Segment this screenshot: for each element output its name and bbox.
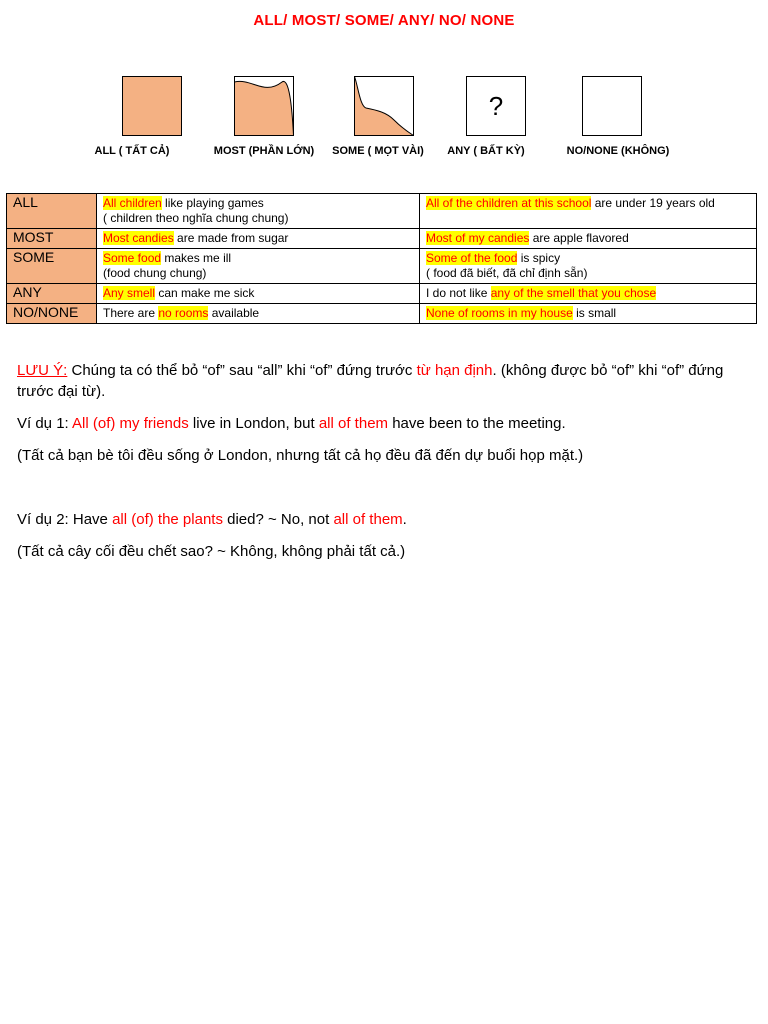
note-text: . (không được bỏ “of” khi “of” đứng trước đại từ). — [17, 362, 724, 400]
table-row — [7, 229, 757, 249]
none-box-label: NO/NONE (KHÔNG) — [566, 145, 670, 157]
example-label: Ví dụ 1: — [17, 415, 69, 432]
table-row — [7, 304, 757, 324]
all-box-label: ALL ( TẤT CẢ) — [94, 145, 170, 157]
example-text: makes me ill — [161, 251, 232, 265]
specific-example — [420, 229, 757, 249]
note-label: LƯU Ý: — [17, 362, 68, 379]
quantity-diagrams — [0, 76, 768, 166]
example-keyword: all of them — [333, 511, 403, 528]
page-title: ALL/ MOST/ SOME/ ANY/ NO/ NONE — [253, 12, 515, 29]
general-example — [97, 304, 420, 324]
row-key: SOME — [7, 249, 97, 284]
example-text: are apple flavored — [529, 231, 629, 245]
highlight: All children — [103, 196, 162, 210]
example-2-translation: (Tất cả cây cối đều chết sao? ~ Không, không phải tất cả.) — [17, 543, 406, 560]
example-text: like playing games — [161, 196, 264, 210]
highlight: Most of my candies — [426, 231, 530, 245]
note-paragraph — [17, 360, 749, 402]
highlight: None of rooms in my house — [426, 306, 573, 320]
example-note: ( food đã biết, đã chỉ định sẵn) — [426, 266, 588, 280]
example-note: (food chung chung) — [103, 266, 207, 280]
highlight: any of the smell that you chose — [490, 286, 657, 300]
row-key: MOST — [7, 229, 97, 249]
highlight: All of the children at this school — [426, 196, 592, 210]
example-keyword: All (of) my friends — [68, 415, 189, 432]
table-row — [7, 194, 757, 229]
example-text: Have — [68, 511, 113, 528]
example-text: available — [208, 306, 260, 320]
example-text: is spicy — [517, 251, 561, 265]
table-row — [7, 249, 757, 284]
example-text: died? ~ No, not — [222, 511, 334, 528]
general-example — [97, 194, 420, 229]
specific-example — [420, 304, 757, 324]
any-box-label: ANY ( BẤT KỲ) — [447, 145, 525, 157]
specific-example — [420, 194, 757, 229]
example-label: Ví dụ 2: — [17, 511, 69, 528]
example-text: is small — [572, 306, 617, 320]
general-example — [97, 249, 420, 284]
example-text: have been to the meeting. — [388, 415, 566, 432]
most-box-diagram — [234, 76, 294, 136]
example-text: . — [402, 511, 407, 528]
any-box-diagram — [466, 76, 526, 136]
example-text: are under 19 years old — [591, 196, 715, 210]
some-box-label: SOME ( MỌT VÀI) — [332, 145, 424, 157]
row-key: NO/NONE — [7, 304, 97, 324]
highlight: no rooms — [158, 306, 209, 320]
example-text: There are — [103, 306, 159, 320]
highlight: Any smell — [103, 286, 156, 300]
example-1 — [17, 413, 749, 434]
none-box-diagram — [582, 76, 642, 136]
highlight: Some food — [103, 251, 162, 265]
example-keyword: all of them — [318, 415, 389, 432]
highlight: Most candies — [103, 231, 174, 245]
note-text: Chúng ta có thể bỏ “of” sau “all” khi “of” đứng trước — [67, 362, 417, 379]
example-2 — [17, 509, 749, 530]
all-box-diagram — [122, 76, 182, 136]
example-text: are made from sugar — [173, 231, 289, 245]
example-note: ( children theo nghĩa chung chung) — [103, 211, 289, 225]
example-text: live in London, but — [188, 415, 319, 432]
notes-section — [17, 360, 749, 573]
highlight: Some of the food — [426, 251, 518, 265]
note-keyword: từ hạn định — [416, 362, 493, 379]
most-box-label: MOST (PHẦN LỚN) — [213, 145, 315, 157]
row-key: ALL — [7, 194, 97, 229]
example-text: can make me sick — [155, 286, 255, 300]
specific-example — [420, 249, 757, 284]
example-keyword: all (of) the plants — [112, 511, 223, 528]
general-example — [97, 229, 420, 249]
example-text: I do not like — [426, 286, 491, 300]
example-1-translation: (Tất cả bạn bè tôi đều sống ở London, nhưng tất cả họ đều đã đến dự buổi họp mặt.) — [17, 447, 584, 464]
specific-example — [420, 284, 757, 304]
table-row — [7, 284, 757, 304]
examples-table — [6, 193, 757, 324]
some-box-diagram — [354, 76, 414, 136]
row-key: ANY — [7, 284, 97, 304]
general-example — [97, 284, 420, 304]
question-mark-icon: ? — [488, 90, 504, 121]
